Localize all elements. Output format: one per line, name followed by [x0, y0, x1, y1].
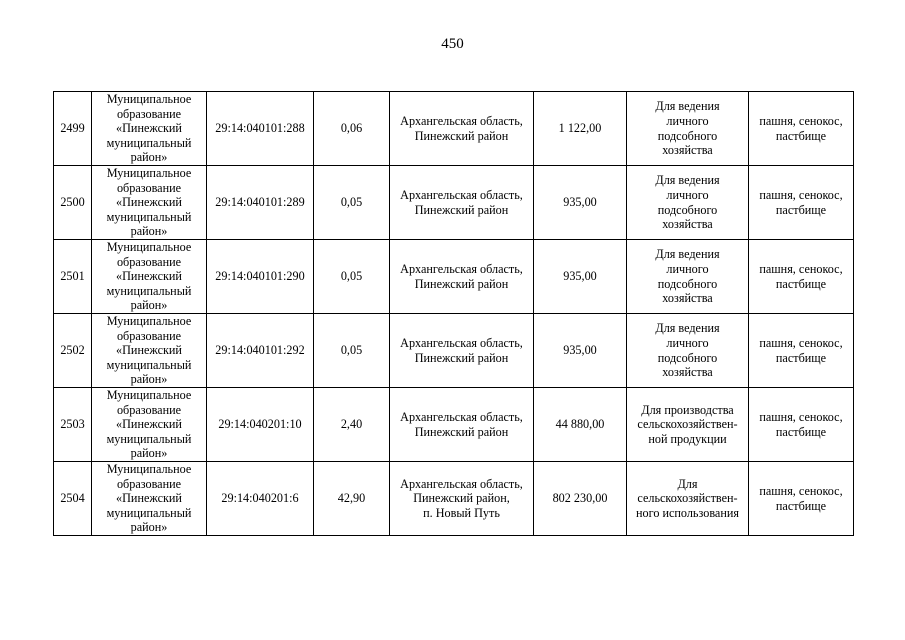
cadastral-value-cell: 44 880,00 — [534, 388, 627, 462]
location-cell: Архангельская область, Пинежский район — [390, 240, 534, 314]
owner-cell: Муниципальное образование «Пинежский муниципальный район» — [92, 388, 207, 462]
location-cell: Архангельская область, Пинежский район — [390, 314, 534, 388]
location-cell: Архангельская область, Пинежский район, п. Новый Путь — [390, 462, 534, 536]
location-cell: Архангельская область, Пинежский район — [390, 388, 534, 462]
land-registry-table — [53, 91, 854, 536]
area-cell: 2,40 — [314, 388, 390, 462]
cadastral-number-cell: 29:14:040201:6 — [207, 462, 314, 536]
cadastral-number-cell: 29:14:040101:289 — [207, 166, 314, 240]
row-number-cell: 2501 — [54, 240, 92, 314]
cadastral-value-cell: 935,00 — [534, 166, 627, 240]
cadastral-value-cell: 1 122,00 — [534, 92, 627, 166]
table-row — [54, 92, 854, 166]
row-number-cell: 2499 — [54, 92, 92, 166]
land-use-cell: пашня, сенокос, пастбище — [749, 240, 854, 314]
area-cell: 0,05 — [314, 166, 390, 240]
land-use-cell: пашня, сенокос, пастбище — [749, 166, 854, 240]
table-row — [54, 314, 854, 388]
area-cell: 0,05 — [314, 314, 390, 388]
row-number-cell: 2500 — [54, 166, 92, 240]
owner-cell: Муниципальное образование «Пинежский муниципальный район» — [92, 314, 207, 388]
land-use-cell: пашня, сенокос, пастбище — [749, 462, 854, 536]
cadastral-number-cell: 29:14:040101:292 — [207, 314, 314, 388]
location-cell: Архангельская область, Пинежский район — [390, 166, 534, 240]
land-use-cell: пашня, сенокос, пастбище — [749, 314, 854, 388]
cadastral-number-cell: 29:14:040201:10 — [207, 388, 314, 462]
table-row — [54, 240, 854, 314]
owner-cell: Муниципальное образование «Пинежский муниципальный район» — [92, 240, 207, 314]
page-number: 450 — [441, 36, 464, 52]
purpose-cell: Для ведения личного подсобного хозяйства — [627, 314, 749, 388]
purpose-cell: Для производства сельскохозяйствен- ной продукции — [627, 388, 749, 462]
table-row — [54, 388, 854, 462]
owner-cell: Муниципальное образование «Пинежский муниципальный район» — [92, 166, 207, 240]
cadastral-value-cell: 935,00 — [534, 240, 627, 314]
row-number-cell: 2502 — [54, 314, 92, 388]
purpose-cell: Для сельскохозяйствен- ного использования — [627, 462, 749, 536]
area-cell: 0,06 — [314, 92, 390, 166]
cadastral-number-cell: 29:14:040101:290 — [207, 240, 314, 314]
land-use-cell: пашня, сенокос, пастбище — [749, 388, 854, 462]
cadastral-value-cell: 802 230,00 — [534, 462, 627, 536]
owner-cell: Муниципальное образование «Пинежский муниципальный район» — [92, 92, 207, 166]
table-row — [54, 166, 854, 240]
purpose-cell: Для ведения личного подсобного хозяйства — [627, 240, 749, 314]
location-cell: Архангельская область, Пинежский район — [390, 92, 534, 166]
row-number-cell: 2504 — [54, 462, 92, 536]
purpose-cell: Для ведения личного подсобного хозяйства — [627, 92, 749, 166]
row-number-cell: 2503 — [54, 388, 92, 462]
owner-cell: Муниципальное образование «Пинежский муниципальный район» — [92, 462, 207, 536]
purpose-cell: Для ведения личного подсобного хозяйства — [627, 166, 749, 240]
cadastral-number-cell: 29:14:040101:288 — [207, 92, 314, 166]
area-cell: 42,90 — [314, 462, 390, 536]
area-cell: 0,05 — [314, 240, 390, 314]
land-use-cell: пашня, сенокос, пастбище — [749, 92, 854, 166]
cadastral-value-cell: 935,00 — [534, 314, 627, 388]
table-row — [54, 462, 854, 536]
